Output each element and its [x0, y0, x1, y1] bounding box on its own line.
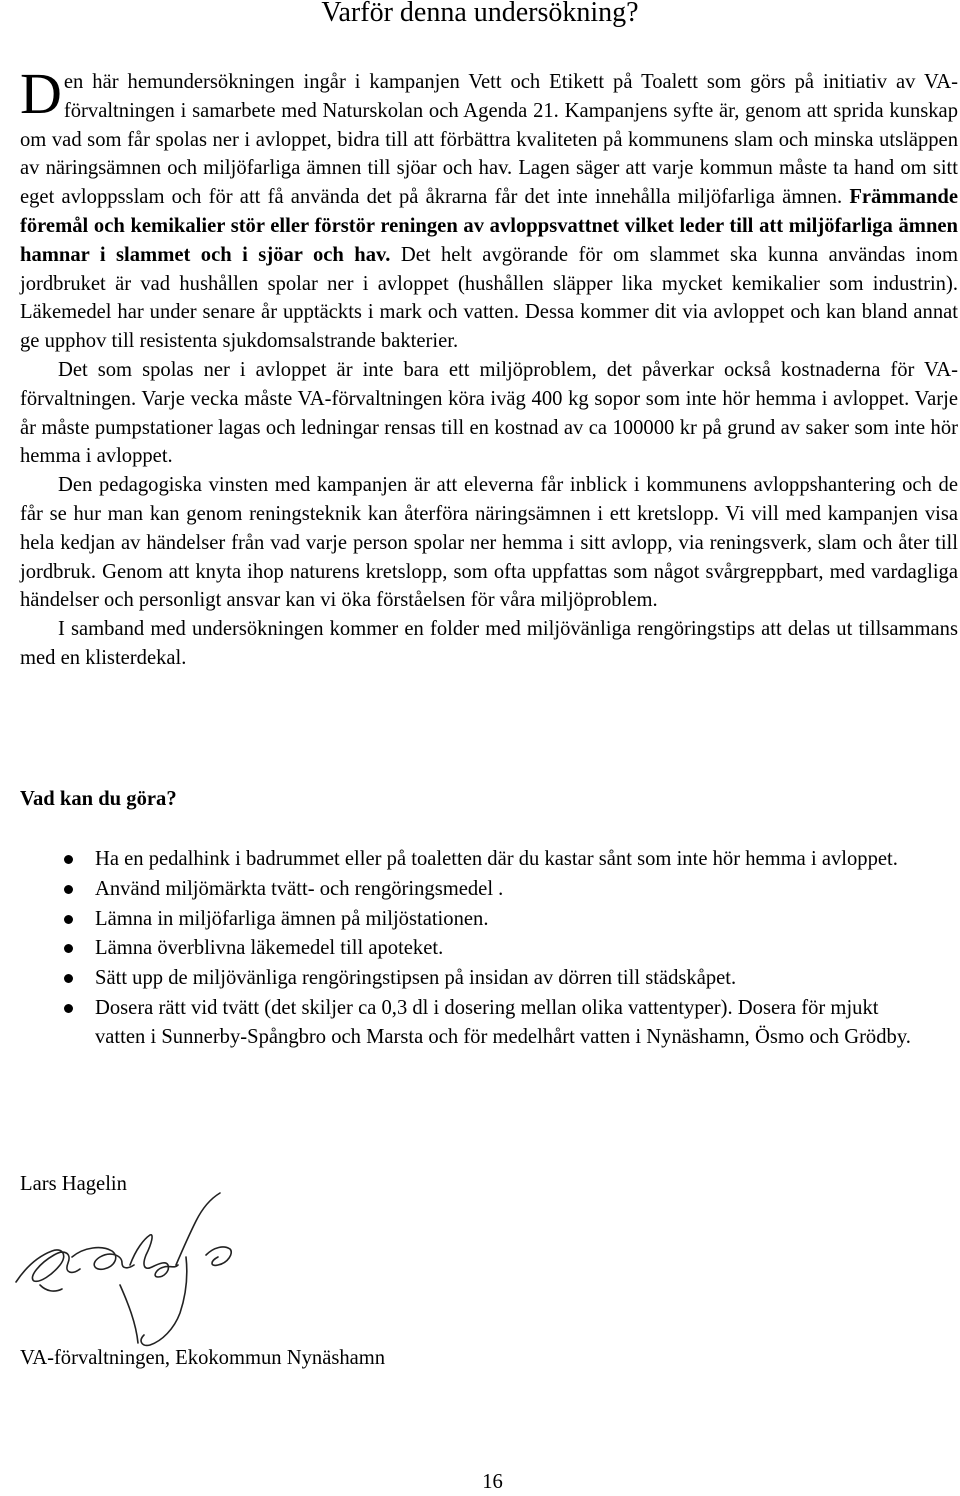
intro-paragraph — [20, 61, 959, 356]
paragraph-pedagogy: Den pedagogiska vinsten med kampanjen är att eleverna får inblick i kommunens avloppshantering och de får se hur man kan genom reningsteknik kan återföra näringsämnen i ett kretslopp. Vi vill med kampanjen visa hela kedjan av händelser från vad varje person spolar ner hemma i sitt avlopp, via reningsverk, slam och åter till jordbruk. Genom att knyta ihop naturens kretslopp, som ofta uppfattas som något svårgreppbart, med vardagliga händelser och personligt ansvar kan vi öka förståelsen för våra miljöproblem. — [20, 474, 958, 612]
list-item-text: Dosera rätt vid tvätt (det skiljer ca 0,3 dl i dosering mellan olika vattentyper). Dosera för mjukt vatten i Sunnerby-Spångbro och Marsta och för medelhårt vatten i Nynäshamn, Ösmo och Grödby. — [95, 996, 911, 1048]
bullet-icon — [64, 944, 73, 953]
list-item-text: Lämna överblivna läkemedel till apoteket. — [95, 937, 444, 960]
intro-text: en här hemundersökningen ingår i kampanjen Vett och Etikett på Toalett som görs på initiativ av VA-förvaltningen i samarbete med Naturskolan och Agenda 21. Kampanjens syfte är, genom att sprida kunskap om vad som får spolas ner i avloppet, bidra till att förbättra kvaliteten på kommunens slam och minska utsläppen av näringsämnen och miljöfarliga ämnen till sjöar och hav. Lagen säger att varje kommun måste ta hand om sitt eget avloppsslam och för att få använda det på åkrarna får det inte innehålla miljöfarliga ämnen. — [20, 71, 958, 209]
intro-bold-text: Främmande föremål och kemikalier stör eller förstör reningen av avloppsvattnet vilket leder till att miljöfarliga ämnen hamnar i slammet och i sjöar och hav. — [20, 186, 958, 266]
paragraph-costs: Det som spolas ner i avloppet är inte bara ett miljöproblem, det påverkar också kostnaderna för VA-förvaltningen. Varje vecka måste VA-förvaltningen köra iväg 400 kg sopor som inte hör hemma i avloppet. Varje år måste pumpstationer lagas och ledningar rensas till en kostnad av ca 100000 kr på grund av saker som inte hör hemma i avloppet. — [20, 358, 958, 468]
list-item-text: Använd miljömärkta tvätt- och rengöringsmedel . — [95, 877, 504, 900]
list-item — [20, 905, 920, 934]
list-item-text: Ha en pedalhink i badrummet eller på toaletten där du kastar sånt som inte hör hemma i avloppet. — [95, 848, 898, 870]
list-item-text: Sätt upp de miljövänliga rengöringstipsen på insidan av dörren till städskåpet. — [95, 967, 737, 990]
list-item — [20, 875, 920, 904]
list-item — [20, 964, 920, 993]
paragraph-folder: I samband med undersökningen kommer en folder med miljövänliga rengöringstips att delas ut tillsammans med en klisterdekal. — [20, 618, 958, 669]
bullet-icon — [64, 1004, 73, 1013]
section-heading: Vad kan du göra? — [20, 788, 177, 810]
intro-text-after-bold: Det helt avgörande för om slammet ska kunna användas inom jordbruket är vad hushållen spolar ner i avloppet (hushållen släpper lika mycket kemikalier som industrin). Läkemedel har under senare år upptäckts i mark och vatten. Dessa kommer dit via avloppet och kan bland annat ge upphov till resistenta sjukdomsalstrande bakterier. — [20, 243, 959, 353]
organization-name: VA-förvaltningen, Ekokommun Nynäshamn — [20, 1347, 386, 1369]
page-number: 16 — [482, 1471, 503, 1493]
list-item — [20, 994, 920, 1052]
handwritten-signature — [10, 1185, 250, 1355]
list-item — [20, 934, 920, 963]
page-title: Varför denna undersökning? — [321, 0, 639, 28]
bullet-icon — [64, 915, 73, 924]
tips-list — [20, 845, 920, 1053]
drop-cap: D — [20, 61, 62, 126]
list-item — [20, 845, 920, 874]
signer-name: Lars Hagelin — [20, 1173, 127, 1195]
body-text — [20, 61, 959, 673]
list-item-text: Lämna in miljöfarliga ämnen på miljöstationen. — [95, 907, 489, 930]
bullet-icon — [64, 974, 73, 983]
bullet-icon — [64, 855, 73, 864]
bullet-icon — [64, 885, 73, 894]
